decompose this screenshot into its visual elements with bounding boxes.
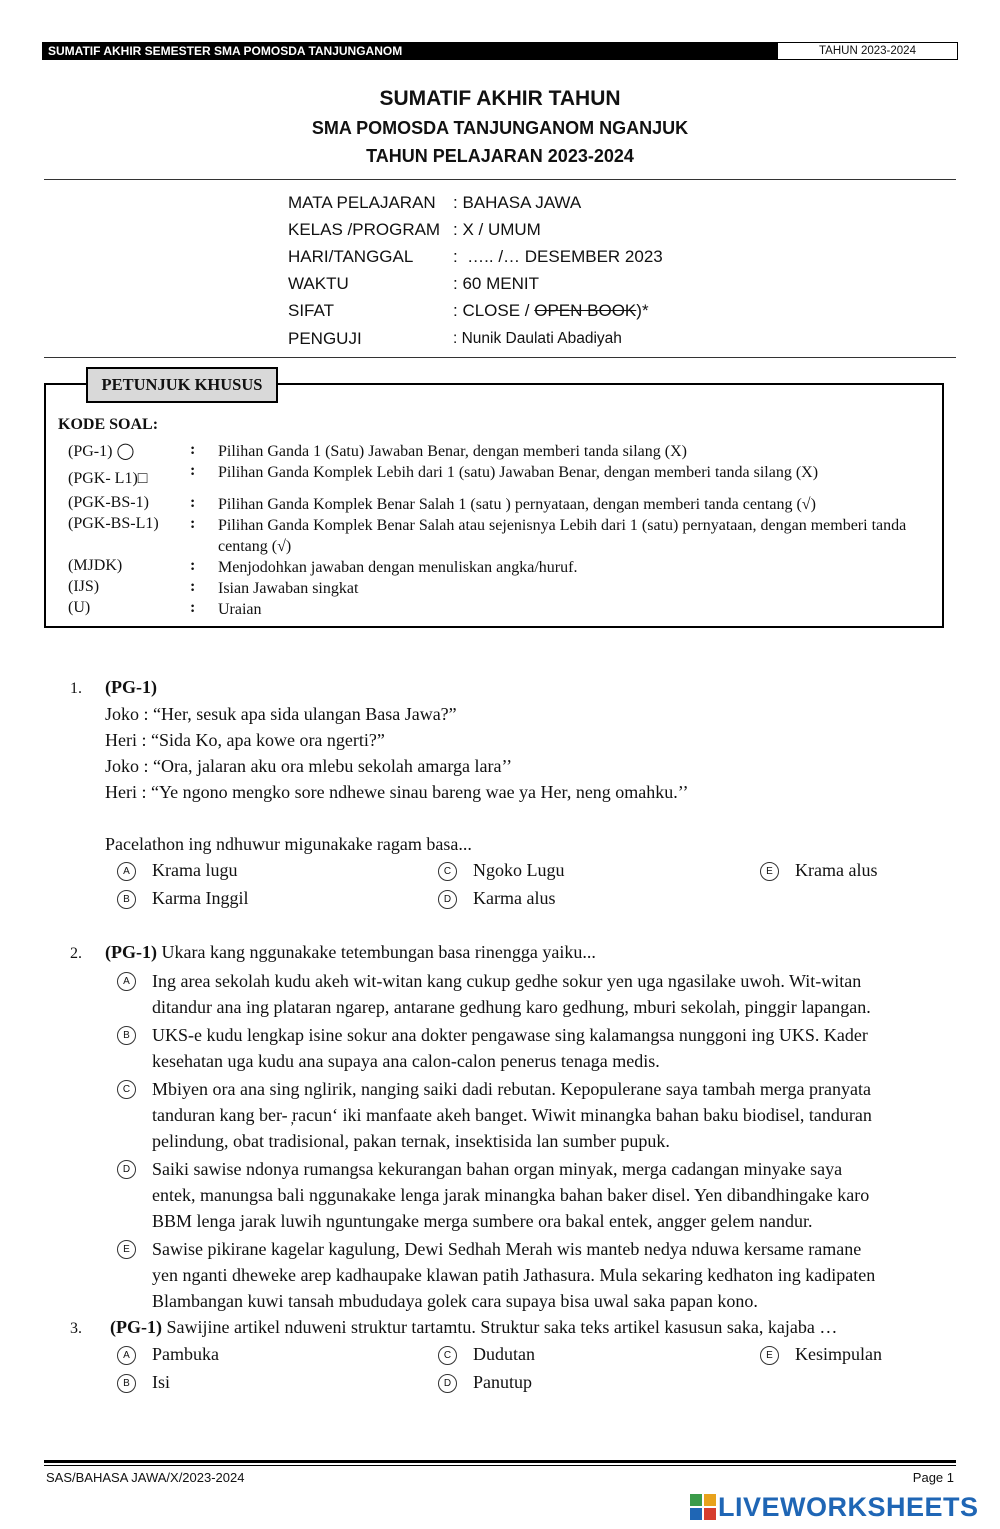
top-header-bar xyxy=(42,42,958,60)
option-e[interactable] xyxy=(117,1236,947,1314)
kode-row xyxy=(68,515,930,557)
question-body: Ukara kang nggunakake tetembungan basa rinengga yaiku... xyxy=(156,942,596,962)
info-row-class xyxy=(288,220,541,240)
footer-code: SAS/BAHASA JAWA/X/2023-2024 xyxy=(46,1470,245,1485)
kode-row xyxy=(68,462,930,488)
option-circle-icon[interactable]: A xyxy=(117,862,136,881)
kode-code: (PG-1) ◯ xyxy=(68,443,135,460)
option-b[interactable] xyxy=(117,888,248,909)
info-value: : Nunik Daulati Abadiyah xyxy=(453,330,622,347)
kode-desc: Pilihan Ganda Komplek Benar Salah 1 (satu ) pernyataan, dengan memberi tanda centang (√) xyxy=(218,496,816,513)
kode-colon: : xyxy=(190,599,196,616)
option-a[interactable] xyxy=(117,860,237,881)
option-circle-icon[interactable]: A xyxy=(117,972,136,991)
kode-colon: : xyxy=(190,578,196,595)
kode-desc: Uraian xyxy=(218,601,262,618)
option-label: Karma alus xyxy=(473,888,556,908)
option-c[interactable] xyxy=(117,1076,947,1154)
option-d[interactable] xyxy=(438,1372,532,1393)
option-label: Ngoko Lugu xyxy=(473,860,565,880)
option-circle-icon[interactable]: D xyxy=(438,1374,457,1393)
liveworksheets-logo-icon xyxy=(690,1494,716,1520)
page-number: Page 1 xyxy=(912,1470,954,1485)
kode-colon: : xyxy=(190,441,196,458)
info-row-time xyxy=(288,274,539,294)
option-circle-icon[interactable]: B xyxy=(117,890,136,909)
option-circle-icon[interactable]: E xyxy=(760,1346,779,1365)
dialog-line: Heri : “Sida Ko, apa kowe ora ngerti?” xyxy=(105,730,385,750)
question-text: Pacelathon ing ndhuwur migunakake ragam basa... xyxy=(105,834,472,854)
liveworksheets-logo[interactable] xyxy=(690,1492,996,1522)
question-number: 2. xyxy=(70,945,82,962)
divider-top xyxy=(44,179,956,180)
option-line: ditandur ana ing plataran ngarep, antarane gedhung karo gedhung, mburi sekolah, pinggir lapangan. xyxy=(152,997,871,1017)
header-right-bar: TAHUN 2023-2024 xyxy=(777,42,958,60)
info-label: MATA PELAJARAN xyxy=(288,193,436,212)
kode-code: (PGK- L1)□ xyxy=(68,470,148,487)
info-value: : ….. /… DESEMBER 2023 xyxy=(453,247,663,266)
dialog-line: Joko : “Ora, jalaran aku ora mlebu sekolah amarga lara’’ xyxy=(105,756,513,776)
brand-text: LIVEWORKSHEETS xyxy=(718,1491,979,1522)
kode-row xyxy=(68,494,930,515)
info-label: SIFAT xyxy=(288,301,334,320)
option-e[interactable] xyxy=(760,1344,882,1365)
option-a[interactable] xyxy=(117,1344,219,1365)
dialog-line: Joko : “Her, sesuk apa sida ulangan Basa Jawa?” xyxy=(105,704,457,724)
option-c[interactable] xyxy=(438,860,565,881)
info-label: PENGUJI xyxy=(288,329,362,348)
info-row-nature xyxy=(288,301,649,321)
kode-code: (PGK-BS-1) xyxy=(68,494,149,511)
kode-code: (U) xyxy=(68,599,91,616)
option-b[interactable] xyxy=(117,1022,947,1074)
option-circle-icon[interactable]: B xyxy=(117,1026,136,1045)
option-line: Blambangan kuwi tansah mbududaya golek cara supaya bisa uwal saka papan kono. xyxy=(152,1291,758,1311)
kode-desc: Pilihan Ganda Komplek Benar Salah atau sejenisnya Lebih dari 1 (satu) pernyataan, dengan memberi tanda centang (√) xyxy=(218,517,907,555)
info-value: : X / UMUM xyxy=(453,220,541,239)
option-d[interactable] xyxy=(438,888,555,909)
option-label: Krama alus xyxy=(795,860,878,880)
option-label: Isi xyxy=(152,1372,170,1392)
academic-year: TAHUN PELAJARAN 2023-2024 xyxy=(366,146,634,166)
kode-desc: Menjodohkan jawaban dengan menuliskan angka/huruf. xyxy=(218,559,578,576)
kode-code: (MJDK) xyxy=(68,557,123,574)
option-line: entek, manungsa bali nggunakake lenga jarak minangka bahan baker disel. Yen dibandhingake karo xyxy=(152,1185,870,1205)
option-line: Mbiyen ora ana sing nglirik, nanging saiki dadi rebutan. Kepopulerane saya tambah merga pranyata xyxy=(152,1079,871,1099)
option-line: Saiki sawise ndonya rumangsa kekurangan bahan organ minyak, merga cadangan minyake saya xyxy=(152,1159,843,1179)
option-circle-icon[interactable]: D xyxy=(438,890,457,909)
kode-desc: Pilihan Ganda 1 (Satu) Jawaban Benar, dengan memberi tanda silang (X) xyxy=(218,443,687,460)
kode-row xyxy=(68,557,930,578)
question-body: Sawijine artikel nduweni struktur tartamtu. Struktur saka teks artikel kasusun saka, kajaba … xyxy=(161,1317,838,1337)
info-value-suffix: )* xyxy=(636,301,649,320)
kode-row xyxy=(68,578,930,599)
option-e[interactable] xyxy=(760,860,877,881)
info-value-prefix: : CLOSE / xyxy=(453,301,535,320)
info-value-strike: OPEN BOOK xyxy=(534,301,637,320)
info-value: : BAHASA JAWA xyxy=(453,193,582,212)
header-left-bar: SUMATIF AKHIR SEMESTER SMA POMOSDA TANJUNGANOM xyxy=(42,42,777,60)
info-row-date xyxy=(288,247,663,267)
kode-colon: : xyxy=(190,462,196,479)
page-title: SUMATIF AKHIR TAHUN xyxy=(379,87,621,110)
info-label: KELAS /PROGRAM xyxy=(288,220,441,239)
kode-soal-title: KODE SOAL: xyxy=(58,416,159,433)
option-text xyxy=(152,1156,869,1234)
option-circle-icon[interactable]: A xyxy=(117,1346,136,1365)
option-label: Kesimpulan xyxy=(795,1344,882,1364)
kode-colon: : xyxy=(190,557,196,574)
dialog-line: Heri : “Ye ngono mengko sore ndhewe sinau bareng wae ya Her, neng omahku.’’ xyxy=(105,782,689,802)
option-label: Dudutan xyxy=(473,1344,535,1364)
option-label: Pambuka xyxy=(152,1344,219,1364)
option-line: pelindung, obat tradisional, pakan ternak, insektisida lan sumber pupuk. xyxy=(152,1131,670,1151)
info-label: WAKTU xyxy=(288,274,349,293)
kode-row xyxy=(68,599,930,620)
divider-info xyxy=(44,357,956,358)
option-label: Karma Inggil xyxy=(152,888,249,908)
kode-colon: : xyxy=(190,494,196,511)
footer-divider-thick xyxy=(44,1460,956,1463)
question-number: 3. xyxy=(70,1320,82,1337)
option-text xyxy=(152,1076,872,1154)
option-circle-icon[interactable]: C xyxy=(117,1080,136,1099)
question-number: 1. xyxy=(70,680,82,697)
option-line: tanduran kang ber- ̦racun‘ iki manfaate akeh banget. Wiwit minangka bahan baku biodisel, tanduran xyxy=(152,1105,872,1125)
school-name: SMA POMOSDA TANJUNGANOM NGANJUK xyxy=(311,118,689,138)
option-circle-icon[interactable]: C xyxy=(438,1346,457,1365)
option-line: kesehatan uga kudu ana supaya ana calon-calon penerus tenaga medis. xyxy=(152,1051,660,1071)
info-row-examiner xyxy=(288,329,622,349)
option-circle-icon[interactable]: E xyxy=(760,862,779,881)
option-text xyxy=(152,1022,868,1074)
option-label: Panutup xyxy=(473,1372,533,1392)
info-value xyxy=(453,301,649,321)
option-b[interactable] xyxy=(117,1372,170,1393)
question-text xyxy=(105,942,596,963)
option-circle-icon[interactable]: D xyxy=(117,1160,136,1179)
option-line: Ing area sekolah kudu akeh wit-witan kang cukup gedhe sokur yen uga ngasilake uwoh. Wit-witan xyxy=(152,971,862,991)
instructions-tab: PETUNJUK KHUSUS xyxy=(86,367,278,403)
option-line: Sawise pikirane kagelar kagulung, Dewi Sedhah Merah wis manteb nedya nduwa kersame ramane xyxy=(152,1239,862,1259)
kode-desc: Pilihan Ganda Komplek Lebih dari 1 (satu) Jawaban Benar, dengan memberi tanda silang (X) xyxy=(218,464,819,481)
option-circle-icon[interactable]: C xyxy=(438,862,457,881)
option-circle-icon[interactable]: B xyxy=(117,1374,136,1393)
question-tag: (PG-1) xyxy=(105,942,157,962)
option-text xyxy=(152,1236,875,1314)
option-label: Krama lugu xyxy=(152,860,238,880)
info-value: : 60 MENIT xyxy=(453,274,539,293)
question-tag: (PG-1) xyxy=(110,1317,162,1337)
kode-row xyxy=(68,441,930,462)
question-tag: (PG-1) xyxy=(105,677,157,697)
kode-colon: : xyxy=(190,515,196,532)
option-text xyxy=(152,968,871,1020)
option-line: UKS-e kudu lengkap isine sokur ana dokter pengawase sing kalamangsa nunggoni ing UKS. Kader xyxy=(152,1025,868,1045)
option-circle-icon[interactable]: E xyxy=(117,1240,136,1259)
info-label: HARI/TANGGAL xyxy=(288,247,414,266)
info-row-subject xyxy=(288,193,581,213)
option-a[interactable] xyxy=(117,968,947,1020)
kode-code: (IJS) xyxy=(68,578,100,595)
option-line: BBM lenga jarak luwih nguntungake merga sumbere ora bakal entek, angger gelem nandur. xyxy=(152,1211,813,1231)
option-c[interactable] xyxy=(438,1344,535,1365)
footer-divider-thin xyxy=(44,1465,956,1466)
kode-desc: Isian Jawaban singkat xyxy=(218,580,359,597)
kode-code: (PGK-BS-L1) xyxy=(68,515,159,532)
question-text xyxy=(110,1317,837,1338)
option-line: yen nganti dheweke arep kadhaupake klawan patih Jathasura. Mula sekaring kedhaton ing kadipaten xyxy=(152,1265,876,1285)
option-d[interactable] xyxy=(117,1156,947,1234)
